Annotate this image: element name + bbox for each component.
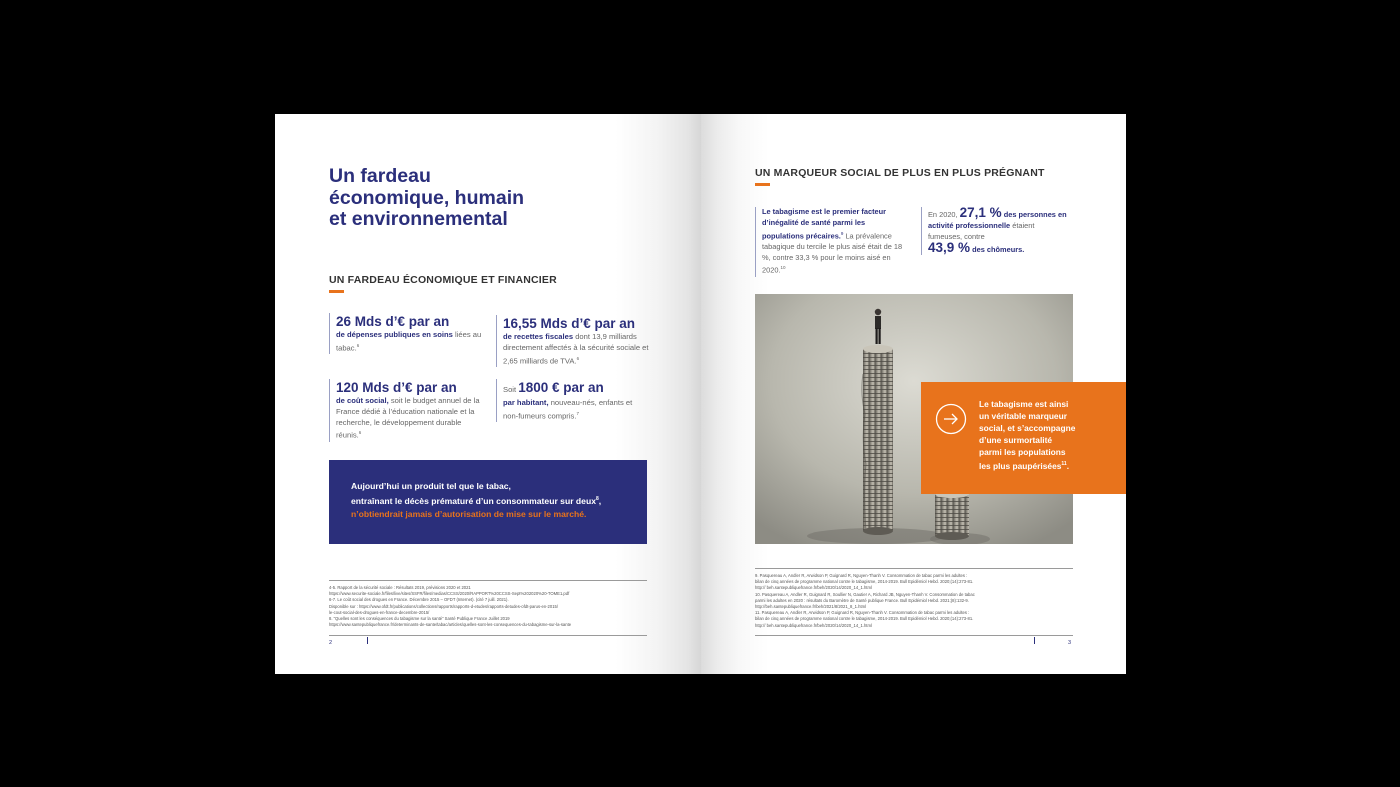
footnote-line: http:// beh.santepubliquefrance.fr/beh/2020/14/2020_14_1.html xyxy=(755,622,872,628)
quote-line-1: Aujourd’hui un produit tel que le tabac, xyxy=(351,481,511,491)
stat-value-employed: 27,1 % xyxy=(959,205,1002,220)
stat-tax-revenue xyxy=(496,315,653,367)
callout-box xyxy=(921,382,1126,494)
stat-body-text: La prévalence tabagique du tercile le plus aisé était de 18 %, contre 33,3 % pour le moins aisé en 2020. xyxy=(762,231,903,275)
stat-body-text: soit le budget annuel de la France dédié à l’éducation nationale et la recherche, le développement durable réunis. xyxy=(336,396,480,440)
page-title xyxy=(329,166,589,231)
stat-prefix: En 2020, xyxy=(928,210,958,219)
quote-line-2: entraînant le décès prématuré d’un consommateur sur deux xyxy=(351,495,596,506)
quote-line-2-end: , xyxy=(598,495,602,506)
stat-body-text: liées au tabac. xyxy=(336,330,482,353)
left-page xyxy=(275,114,701,674)
section-title-economic: UN FARDEAU ÉCONOMIQUE ET FINANCIER xyxy=(329,274,557,286)
callout-line-5: parmi les populations xyxy=(979,447,1066,457)
callout-footnote-ref: 11 xyxy=(1061,461,1067,467)
brochure-spread xyxy=(275,114,1126,674)
stat-body-text: dont 13,9 milliards directement affectés à la sécurité sociale et 2,65 milliards de TVA. xyxy=(503,332,649,366)
callout-end: . xyxy=(1066,460,1070,471)
footnote-line: https://www.santepubliquefrance.fr/determinants-de-sante/tabac/articles/quelles-sont-les-consequences-du-tabagisme-sur-la-sante xyxy=(329,622,572,628)
section-accent-bar xyxy=(329,290,344,293)
stat-headline: 26 Mds d’€ par an xyxy=(336,314,450,329)
title-line-3: et environnemental xyxy=(329,208,508,230)
footnotes-left xyxy=(329,585,649,628)
stat-footnote-ref: 6 xyxy=(356,342,360,348)
stat-per-inhabitant xyxy=(496,379,643,422)
stat-headline: 16,55 Mds d’€ par an xyxy=(503,316,636,331)
footnote-line: Disponible sur : https://www.ofdt.fr/publications/collections/rapports/rapports-d-etudes/rapports-detudes-ofdt-parus-en-2015/ xyxy=(329,603,559,609)
quote-box xyxy=(329,460,647,544)
stat-headline: 1800 € par an xyxy=(518,380,604,395)
quote-line-3-highlight: n’obtiendrait jamais d’autorisation de mise sur le marché. xyxy=(351,508,587,519)
footnote-line: http://beh.santepubliquefrance.fr/beh/2021/8/2021_8_1.html xyxy=(755,604,867,610)
stat-bold-text: Le tabagisme est le premier facteur d’inégalité de santé parmi les populations précaires. xyxy=(762,207,887,241)
stat-bold-text: de dépenses publiques en soins xyxy=(336,330,453,339)
footnote-line: http:// beh.santepubliquefrance.fr/beh/2020/14/2020_14_1.html xyxy=(755,585,872,591)
stat-footnote-ref: 9 xyxy=(840,230,844,236)
footnote-line: bilan de cinq années de programme national contre le tabagisme, 2014-2019. Bull Epidémiol Hebd. 2020;(14):273-81. xyxy=(755,579,974,585)
quote-footnote-ref: 8 xyxy=(596,496,599,502)
page-tick-right xyxy=(1034,637,1035,644)
footnote-line: 6-7. Le coût social des drogues en France. Décembre 2015 – OFDT (Internet). (cité 7 juill. 2021). xyxy=(329,597,509,603)
stat-employment xyxy=(921,207,1068,255)
stat-bold-text: des personnes en activité professionnelle xyxy=(928,210,1067,230)
footnote-line: 10. Pasquereau A, Andler R, Guignard R, Soullier N, Gautier A, Richard JB, Nguyen-Thanh V. Consommation de tabac xyxy=(755,591,975,597)
footnote-line: bilan de cinq années de programme national contre le tabagisme, 2014-2019. Bull Epidémiol Hebd. 2020;(14):273-81. xyxy=(755,616,974,622)
stat-bold-text: des chômeurs. xyxy=(972,245,1025,254)
stat-body-text: nouveau-nés, enfants et non-fumeurs compris. xyxy=(503,398,633,421)
footnote-divider-bottom xyxy=(755,635,1073,636)
callout-line-3: social, et s’accompagne xyxy=(979,423,1076,433)
stat-value-unemployed: 43,9 % xyxy=(928,240,971,255)
callout-line-2: un véritable marqueur xyxy=(979,411,1067,421)
stat-footnote-ref: 7 xyxy=(576,410,579,416)
right-page xyxy=(701,114,1126,674)
stat-bold-text: de coût social, xyxy=(336,396,389,405)
stat-inequality xyxy=(755,207,907,277)
footnotes-right xyxy=(755,573,1075,629)
arrow-right-circle-icon xyxy=(935,403,967,435)
title-line-1: Un fardeau xyxy=(329,165,431,187)
footnote-divider-top xyxy=(755,568,1073,569)
stat-public-spending xyxy=(329,313,486,354)
section-accent-bar xyxy=(755,183,770,186)
title-line-2: économique, humain xyxy=(329,186,525,209)
callout-line-1: Le tabagisme est ainsi xyxy=(979,399,1069,409)
callout-text xyxy=(979,398,1119,472)
quote-text xyxy=(351,480,641,521)
section-title-social: UN MARQUEUR SOCIAL DE PLUS EN PLUS PRÉGNANT xyxy=(755,167,1045,179)
footnote-line: 11. Pasquereau A, Andler R, Arwidson P, Guignard R, Nguyen-Thanh V. Consommation de tabac parmi les adultes : xyxy=(755,610,970,616)
page-number-left: 2 xyxy=(329,640,333,646)
footnote-line: parmi les adultes en 2020 : résultats du Baromètre de Santé publique France. Bull Epidémiol Hebd. 2021;(8):132-9. xyxy=(755,597,969,603)
stat-prefix: Soit xyxy=(503,385,517,394)
stat-bold-text: de recettes fiscales xyxy=(503,332,574,341)
stat-bold-text: par habitant, xyxy=(503,398,549,407)
footnote-line: 4-5. Rapport de la sécurité sociale : Résultats 2019, prévisions 2020 et 2021 xyxy=(329,585,471,590)
stat-footnote-ref: 6 xyxy=(358,430,362,436)
footnote-divider-bottom xyxy=(329,635,647,636)
stat-headline: 120 Mds d’€ par an xyxy=(336,380,457,395)
page-tick-left xyxy=(367,637,368,644)
footnote-line: le-cout-social-des-drogues-en-france-decembre-2015/ xyxy=(329,609,430,615)
footnote-line: 8. “Quelles sont les conséquences du tabagisme sur la santé” Santé Publique France Juillet 2019 xyxy=(329,616,510,622)
footnote-divider-top xyxy=(329,580,647,581)
stat-body-text: étaient fumeuses, contre xyxy=(928,221,1035,241)
page-number-right: 3 xyxy=(1068,640,1072,646)
stat-footnote-ref: 6 xyxy=(576,355,580,361)
stat-social-cost xyxy=(329,379,481,442)
callout-line-4: d’une surmortalité xyxy=(979,435,1053,445)
stat-footnote-ref: 10 xyxy=(780,265,786,271)
callout-line-6: les plus paupérisées xyxy=(979,460,1062,471)
footnote-line: 9. Pasquereau A, Andler R, Arwidson P, Guignard R, Nguyen-Thanh V. Consommation de tabac parmi les adultes : xyxy=(755,573,968,578)
footnote-line: https://www.securite-sociale.fr/files/live/sites/SSFR/files/medias/CCSS/2020/RAPPORT%20CCSS-Sept%202020%20-TOME1.pdf xyxy=(329,591,570,597)
